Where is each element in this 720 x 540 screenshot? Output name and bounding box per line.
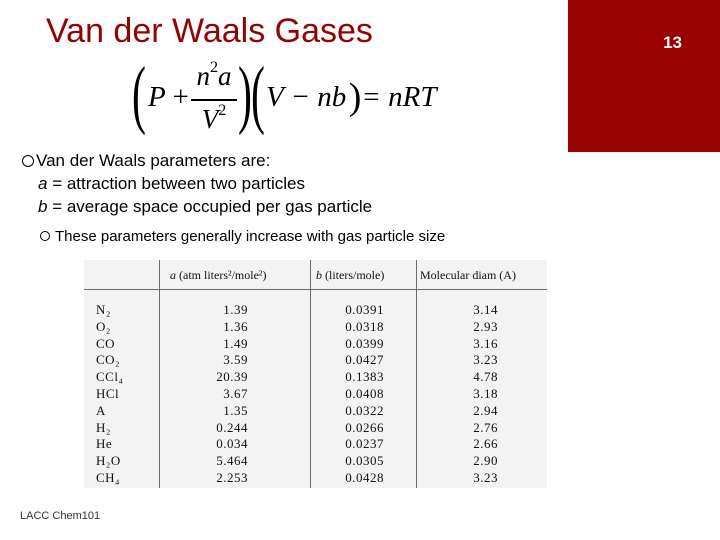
header-divider	[84, 289, 547, 290]
table-row	[84, 386, 547, 403]
fraction-denominator: $V^2$	[201, 101, 227, 134]
gas-cell: CO	[96, 335, 116, 351]
fraction-numerator: $n^2a$	[196, 58, 232, 91]
a-cell: 2.253	[216, 470, 248, 485]
a-cell: 1.49	[223, 335, 248, 351]
table-row	[84, 369, 547, 386]
footer-course-label: LACC Chem101	[20, 510, 101, 522]
diam-cell: 2.94	[473, 402, 498, 418]
a-cell: 1.39	[223, 302, 248, 317]
definition-b: b = average space occupied per gas particle	[38, 197, 373, 216]
table-row	[84, 352, 547, 369]
definition-a: a = attraction between two particles	[38, 174, 305, 193]
diam-cell: 3.23	[473, 352, 498, 368]
diam-cell: 4.78	[473, 369, 498, 385]
fraction-bar	[191, 99, 237, 101]
table-row	[84, 420, 547, 437]
circle-bullet-icon	[40, 231, 50, 241]
van-der-waals-constants-table	[84, 260, 547, 488]
header-b: b (liters/mole)	[316, 268, 385, 282]
table-row	[84, 436, 547, 453]
slide-number-block	[568, 0, 720, 152]
diam-cell: 2.93	[473, 318, 498, 334]
sub-bullet-parameters-increase: These parameters generally increase with gas particle size	[40, 227, 445, 247]
diam-cell: 2.66	[473, 436, 498, 452]
diam-cell: 3.18	[473, 386, 498, 401]
van-der-waals-equation	[132, 52, 437, 142]
b-cell: 0.0399	[345, 335, 384, 351]
table-row	[84, 336, 547, 353]
diam-cell: 3.23	[473, 470, 498, 485]
b-cell: 0.0266	[345, 419, 384, 435]
b-cell: 0.1383	[345, 369, 384, 385]
b-cell: 0.0318	[345, 318, 384, 334]
gas-cell: A	[96, 402, 106, 418]
gas-cell: CCl₄	[96, 369, 124, 385]
table-row	[84, 453, 547, 470]
b-cell: 0.0322	[345, 402, 384, 418]
table-row	[84, 302, 547, 319]
diam-cell: 3.16	[473, 335, 498, 351]
b-cell: 0.0408	[345, 386, 384, 401]
a-cell: 3.67	[223, 386, 248, 401]
b-cell: 0.0427	[345, 352, 384, 368]
gas-cell: H₂	[96, 419, 111, 435]
b-cell: 0.0428	[345, 470, 384, 485]
header-a: a (atm liters²/mole²)	[170, 268, 267, 282]
gas-cell: CO₂	[96, 352, 121, 368]
diam-cell: 2.76	[473, 419, 498, 435]
slide-number: 13	[663, 33, 682, 52]
a-cell: 3.59	[223, 352, 248, 368]
gas-cell: He	[96, 436, 113, 452]
gas-cell: H₂O	[96, 453, 121, 469]
equation-fraction	[187, 58, 241, 142]
diam-cell: 3.14	[473, 302, 498, 317]
a-cell: 0.034	[216, 436, 248, 452]
table-row	[84, 403, 547, 420]
gas-cell: N₂	[96, 302, 111, 317]
b-cell: 0.0305	[345, 453, 384, 469]
a-cell: 1.36	[223, 318, 248, 334]
a-cell: 0.244	[216, 419, 248, 435]
gas-cell: CH₄	[96, 470, 121, 485]
left-paren: (	[132, 52, 146, 136]
gas-cell: O₂	[96, 318, 111, 334]
equation-volume-term: V − nb )= nRT	[266, 76, 437, 118]
a-cell: 1.35	[223, 402, 248, 418]
b-cell: 0.0237	[345, 436, 384, 452]
right-paren: )	[238, 52, 252, 136]
left-paren-2: (	[251, 52, 265, 136]
gas-cell: HCl	[96, 386, 120, 401]
a-cell: 5.464	[216, 453, 248, 469]
b-cell: 0.0391	[345, 302, 384, 317]
diam-cell: 2.90	[473, 453, 498, 469]
header-diam: Molecular diam (A)	[420, 268, 516, 282]
a-cell: 20.39	[216, 369, 248, 385]
slide-title: Van der Waals Gases	[46, 12, 373, 50]
equation-pressure-term: P +	[148, 81, 189, 113]
circle-bullet-icon	[22, 155, 34, 167]
table-row	[84, 319, 547, 336]
bullet-van-der-waals-parameters: Van der Waals parameters are:	[22, 150, 270, 172]
table-row	[84, 470, 547, 487]
